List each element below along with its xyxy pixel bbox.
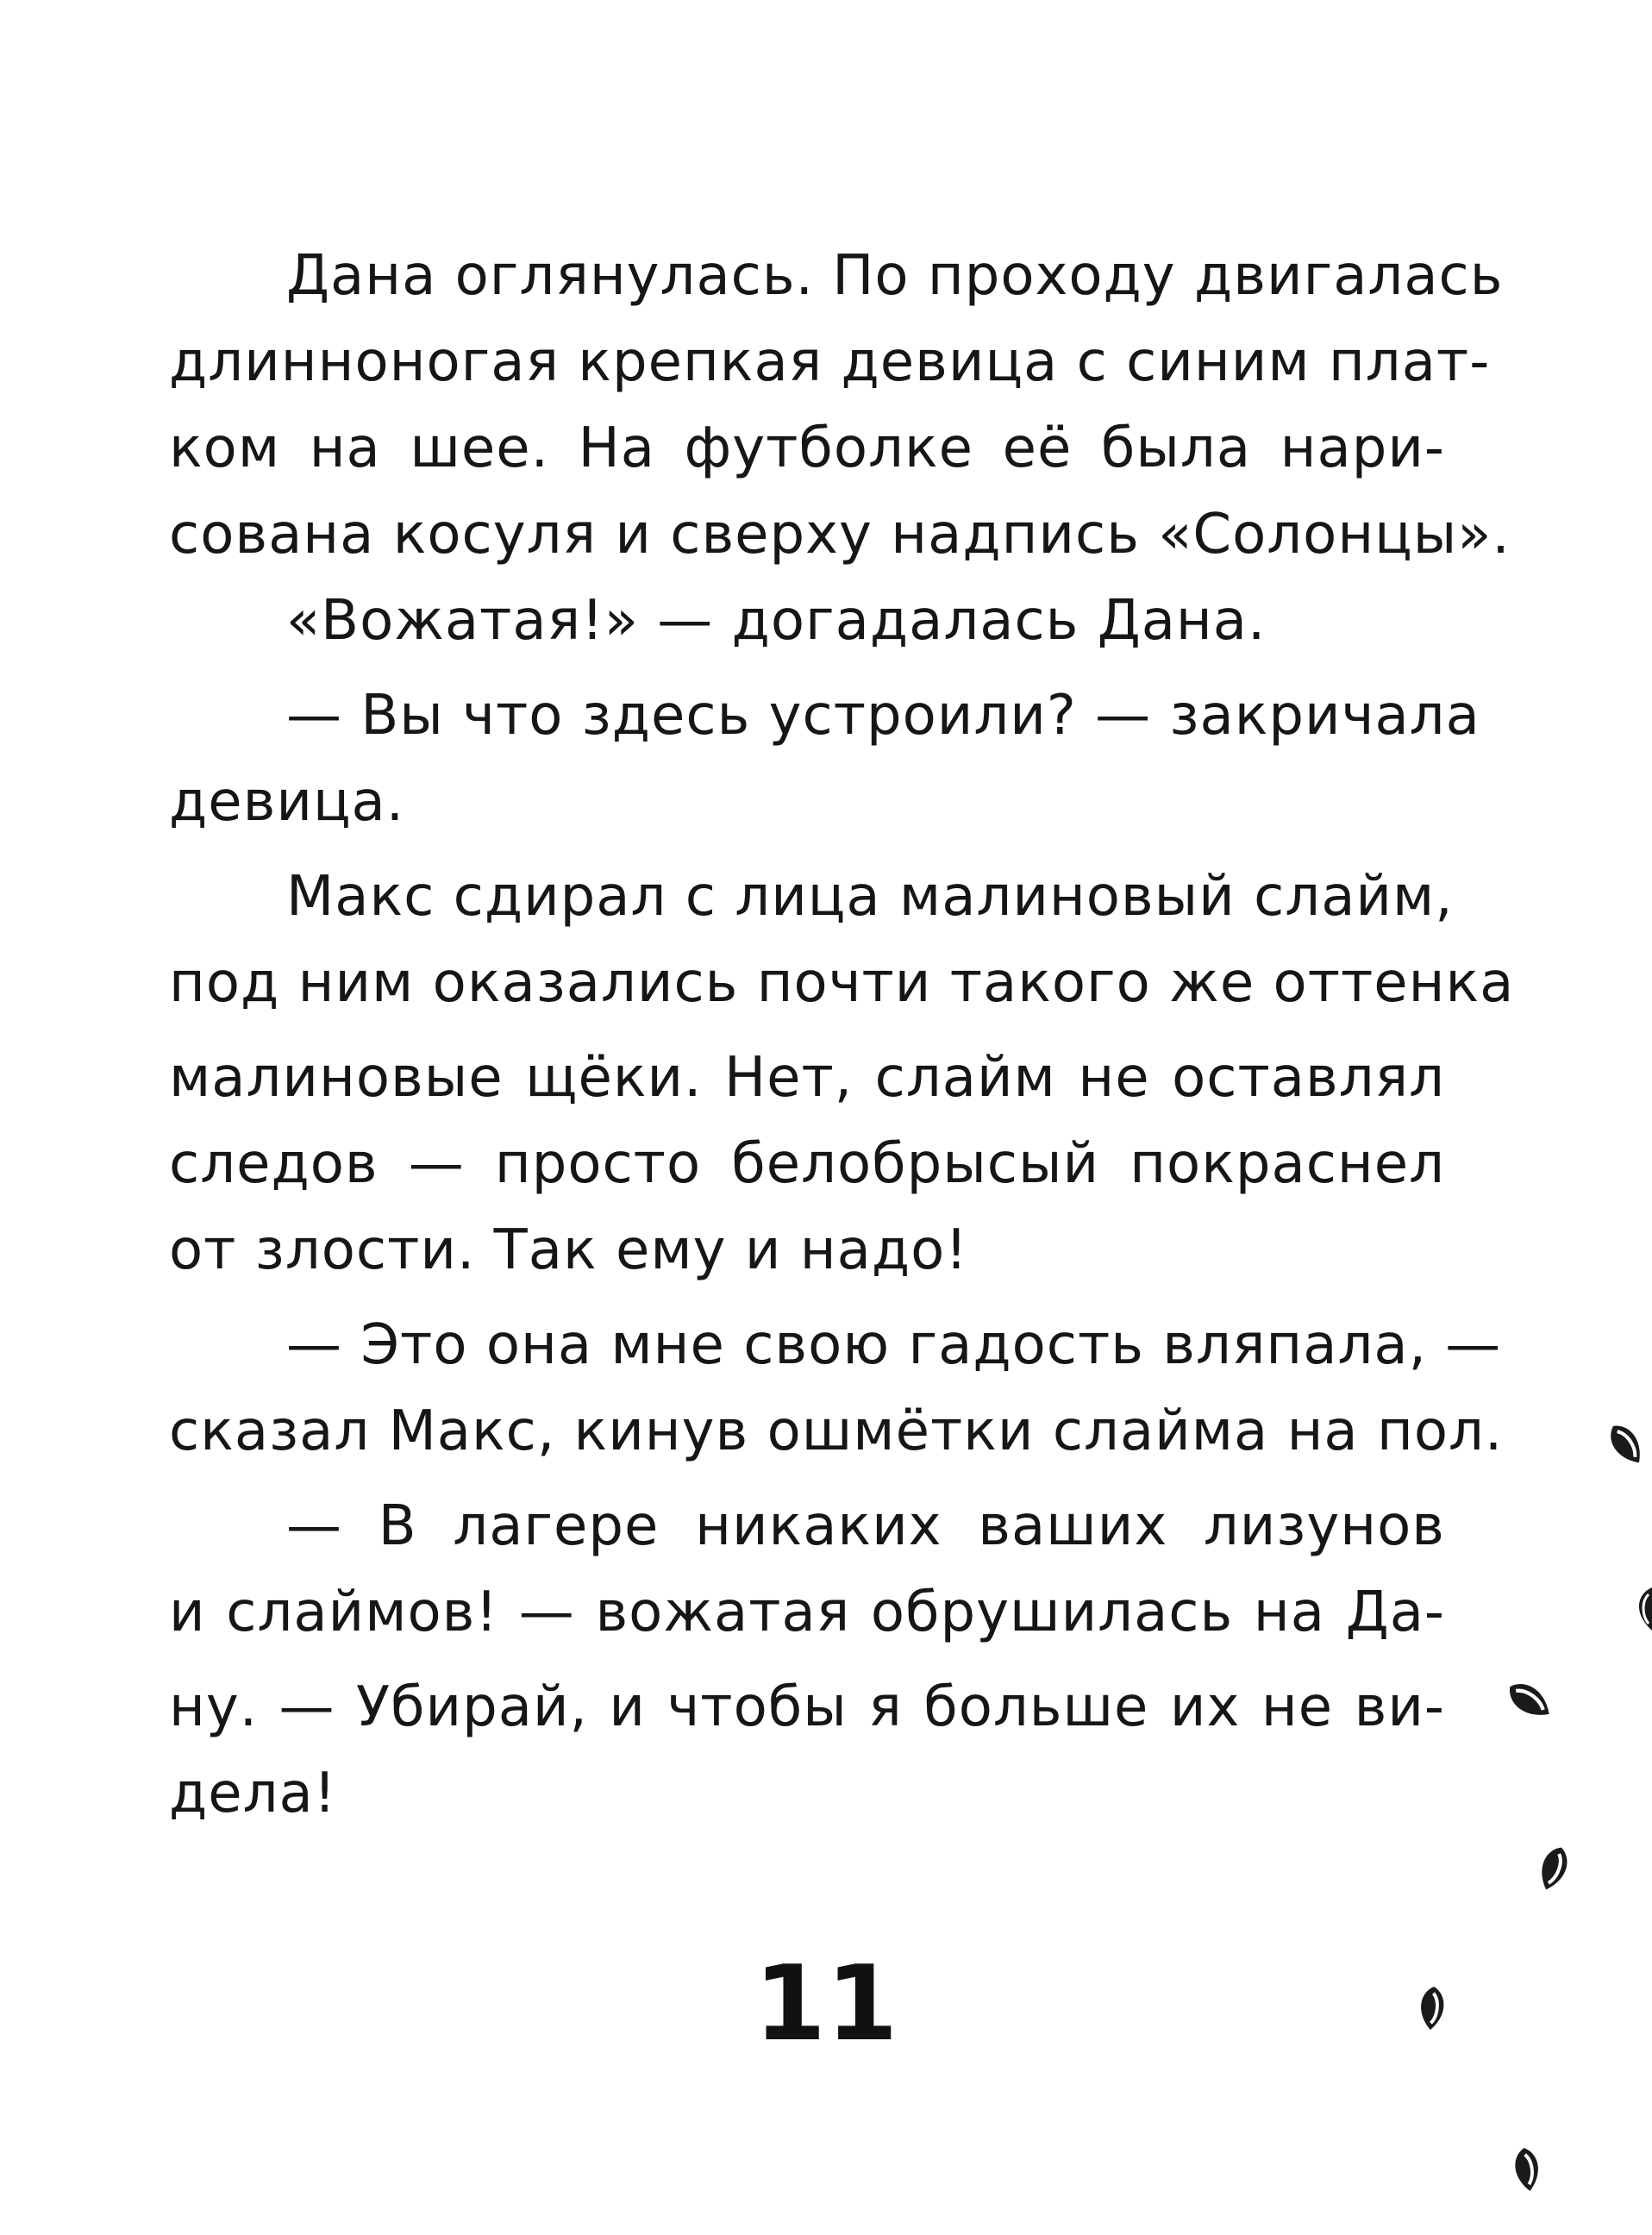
text-line: «Вожатая!» — догадалась Дана.	[286, 589, 1267, 653]
seed-icon	[1528, 1841, 1580, 1896]
page-number: 11	[754, 1944, 898, 2064]
text-line: — Вы что здесь устроили? — закричала	[286, 684, 1480, 748]
text-line: от злости. Так ему и надо!	[169, 1218, 968, 1282]
text-line: — В лагере никаких ваших лизунов	[286, 1494, 1445, 1558]
seed-icon	[1502, 1673, 1557, 1728]
text-line: Макс сдирал с лица малиновый слайм,	[286, 865, 1454, 929]
text-line: девица.	[169, 770, 405, 834]
text-line: ком на шее. На футболке её была нари-	[169, 416, 1445, 480]
text-line: ну. — Убирай, и чтобы я больше их не ви-	[169, 1675, 1445, 1739]
seed-icon	[1502, 2143, 1552, 2196]
text-line: дела!	[169, 1762, 337, 1825]
text-line: и слаймов! — вожатая обрушилась на Да-	[169, 1581, 1445, 1644]
text-line: следов — просто белобрысый покраснел	[169, 1132, 1445, 1196]
text-line: малиновые щёки. Нет, слайм не оставлял	[169, 1046, 1445, 1110]
text-line: сказал Макс, кинув ошмётки слайма на пол.	[169, 1399, 1504, 1463]
text-line: — Это она мне свою гадость вляпала, —	[286, 1313, 1502, 1377]
seed-icon	[1600, 1418, 1652, 1470]
seed-icon	[1407, 1981, 1457, 2035]
text-line: под ним оказались почти такого же оттенка	[169, 951, 1515, 1015]
text-line: сована косуля и сверху надпись «Солонцы».	[169, 503, 1511, 567]
text-line: Дана оглянулась. По проходу двигалась	[286, 244, 1504, 308]
text-line: длинноногая крепкая девица с синим плат-	[169, 330, 1491, 394]
seed-icon	[1628, 1582, 1652, 1634]
